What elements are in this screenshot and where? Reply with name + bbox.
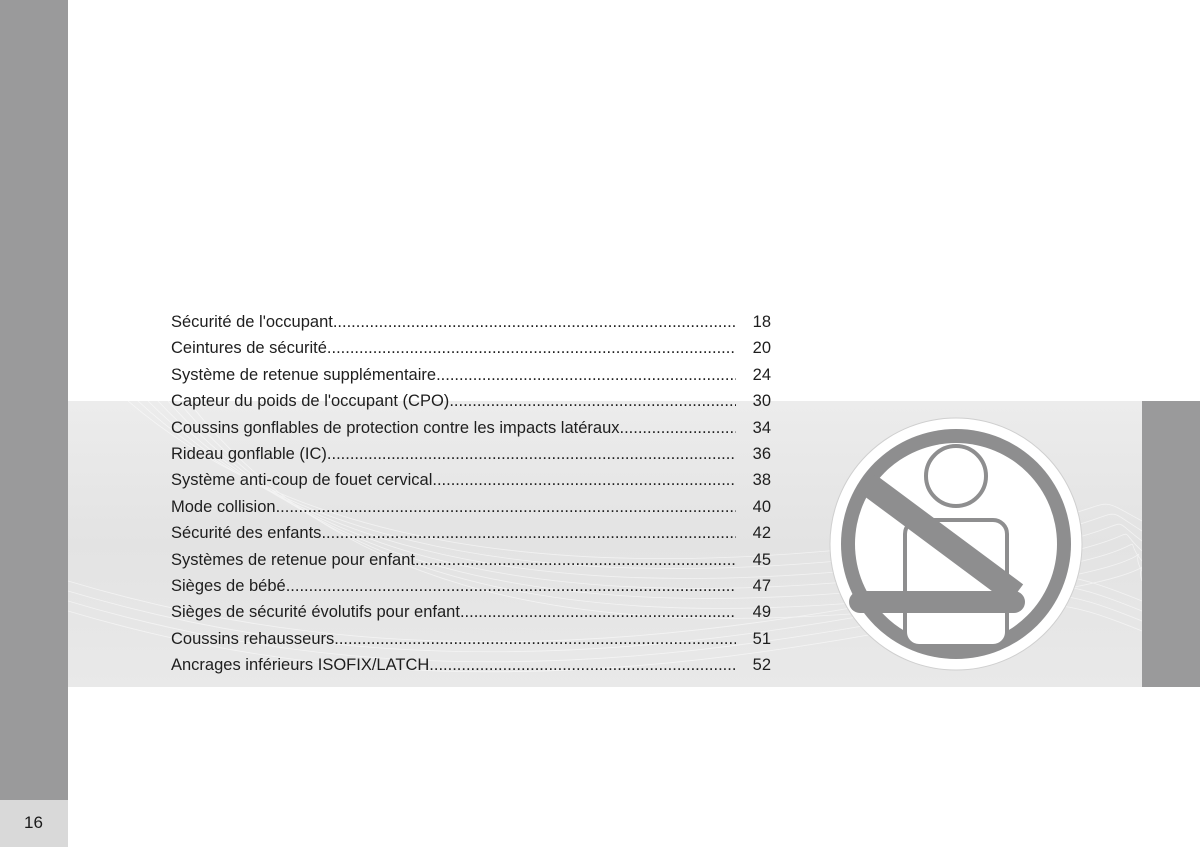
- toc-entry-page: 36: [752, 444, 771, 463]
- toc-entry-page: 51: [752, 629, 771, 648]
- toc-entry-page: 52: [752, 656, 771, 675]
- toc-entry-title: Sécurité des enfants: [171, 524, 322, 543]
- toc-entry-page: 49: [752, 603, 771, 622]
- toc-entry-title: Mode collision: [171, 497, 276, 516]
- toc-entry[interactable]: [171, 520, 771, 546]
- toc-entry-title: Coussins gonflables de protection contre les impacts latéraux: [171, 418, 620, 437]
- page-number: 16: [24, 813, 43, 832]
- left-margin-strip: [0, 0, 68, 800]
- toc-entry[interactable]: [171, 415, 771, 441]
- toc-entry-page: 42: [752, 524, 771, 543]
- toc-entry-page: 40: [752, 497, 771, 516]
- toc-entry-title: Systèmes de retenue pour enfant: [171, 550, 415, 569]
- toc-entry[interactable]: [171, 388, 771, 414]
- toc-entry-page: 38: [752, 471, 771, 490]
- toc-entry-title: Ancrages inférieurs ISOFIX/LATCH: [171, 656, 430, 675]
- seatbelt-occupant-icon: [828, 416, 1084, 672]
- toc-leader-dots: [286, 573, 736, 599]
- toc-entry-title: Ceintures de sécurité: [171, 339, 327, 358]
- toc-entry-title: Système anti-coup de fouet cervical: [171, 471, 433, 490]
- toc-entry-title: Capteur du poids de l'occupant (CPO): [171, 392, 450, 411]
- toc-leader-dots: [327, 441, 736, 467]
- toc-entry-page: 45: [752, 550, 771, 569]
- toc-entry[interactable]: [171, 494, 771, 520]
- toc-entry[interactable]: [171, 467, 771, 493]
- toc-entry[interactable]: [171, 626, 771, 652]
- toc-entry[interactable]: [171, 441, 771, 467]
- toc-entry-page: 24: [752, 365, 771, 384]
- toc-entry-title: Sièges de sécurité évolutifs pour enfant: [171, 603, 460, 622]
- toc-entry[interactable]: [171, 573, 771, 599]
- toc-leader-dots: [620, 415, 737, 441]
- toc-entry[interactable]: [171, 547, 771, 573]
- toc-leader-dots: [460, 599, 736, 625]
- toc-leader-dots: [432, 467, 736, 493]
- toc-leader-dots: [333, 309, 736, 335]
- toc-entry-page: 47: [752, 576, 771, 595]
- toc-entry-title: Sièges de bébé: [171, 576, 286, 595]
- toc-entry-page: 34: [752, 418, 771, 437]
- toc-entry-title: Coussins rehausseurs: [171, 629, 335, 648]
- toc-leader-dots: [334, 626, 736, 652]
- toc-leader-dots: [449, 388, 736, 414]
- toc-entry-page: 30: [752, 392, 771, 411]
- toc-leader-dots: [276, 494, 736, 520]
- toc-entry-title: Rideau gonflable (IC): [171, 444, 327, 463]
- toc-leader-dots: [327, 335, 736, 361]
- toc-leader-dots: [436, 362, 736, 388]
- toc-entry[interactable]: [171, 599, 771, 625]
- toc-leader-dots: [415, 547, 736, 573]
- toc-entry-title: Sécurité de l'occupant: [171, 313, 333, 331]
- toc-entry-page: 18: [752, 313, 771, 331]
- toc-entry[interactable]: [171, 309, 771, 335]
- section-tab: [1142, 401, 1200, 687]
- toc-entry-page: 20: [752, 339, 771, 358]
- toc-entry[interactable]: [171, 335, 771, 361]
- toc-leader-dots: [429, 652, 736, 678]
- toc-entry-title: Système de retenue supplémentaire: [171, 365, 437, 384]
- toc-leader-dots: [321, 520, 736, 546]
- toc-entry[interactable]: [171, 362, 771, 388]
- toc-entry[interactable]: [171, 652, 771, 678]
- table-of-contents: [171, 309, 771, 678]
